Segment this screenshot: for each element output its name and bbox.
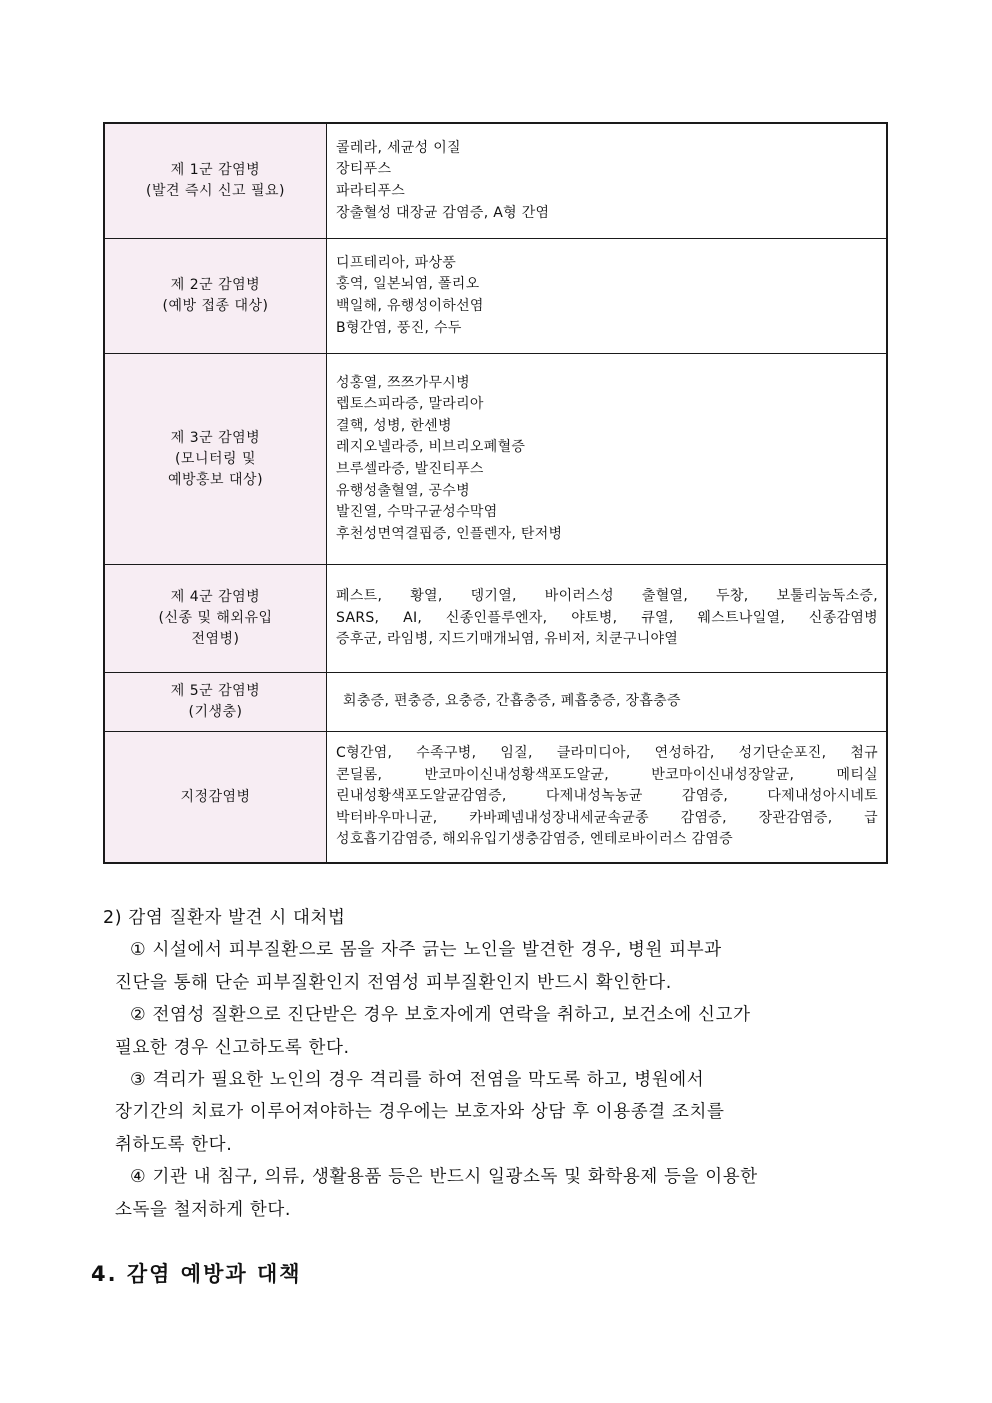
table-row xyxy=(105,354,886,565)
list-item: ④ 기관 내 침구, 의류, 생활용품 등은 반드시 일광소독 및 화학용제 등을 이용한 소독을 철저하게 한다. xyxy=(115,1167,758,1220)
category-cell: 제 1군 감염병 (발견 즉시 신고 필요) xyxy=(105,124,327,238)
category-cell: 제 5군 감염병 (기생충) xyxy=(105,673,327,731)
section-heading: 2) 감염 질환자 발견 시 대처법 xyxy=(103,908,346,928)
disease-cell: C형간염, 수족구병, 임질, 클라미디아, 연성하감, 성기단순포진, 첨규 콘딜롬, 반코마이신내성황색포도알균, 반코마이신내성장알균, 메티실 린내성황색포도알균감염증, 다제내성녹농균 감염증, 다제내성아시네토 박터바우마니균, 카바페넴내성장내세균속균종 감염증, 장관감염증, 급 성호흡기감염증, 해외유입기생충감염증, 엔테로바이러스 감염증 xyxy=(336,745,878,848)
table-row xyxy=(105,565,886,673)
category-cell: 제 4군 감염병 (신종 및 해외유입 전염병) xyxy=(105,565,327,672)
disease-cell: 회충증, 편충증, 요충증, 간흡충증, 폐흡충증, 장흡충증 xyxy=(343,693,681,710)
list-item: ③ 격리가 필요한 노인의 경우 격리를 하여 전염을 막도록 하고, 병원에서 장기간의 치료가 이루어져야하는 경우에는 보호자와 상담 후 이용종결 조치를 취하도록 한다. xyxy=(115,1070,725,1155)
table-row xyxy=(105,673,886,732)
category-cell: 제 3군 감염병 (모니터링 및 예방홍보 대상) xyxy=(105,354,327,564)
list-item: ② 전염성 질환으로 진단받은 경우 보호자에게 연락을 취하고, 보건소에 신고가 필요한 경우 신고하도록 한다. xyxy=(115,1005,751,1058)
table-row xyxy=(105,732,886,862)
disease-cell: 디프테리아, 파상풍 홍역, 일본뇌염, 폴리오 백일해, 유행성이하선염 B형간염, 풍진, 수두 xyxy=(336,254,484,336)
infectious-disease-table xyxy=(103,122,888,864)
disease-cell: 페스트, 황열, 뎅기열, 바이러스성 출혈열, 두창, 보툴리눔독소증, SARS, AI, 신종인플루엔자, 야토병, 큐열, 웨스트나일열, 신종감염병 증후군, 라임병, 지드기매개뇌염, 유비저, 치쿤구니야열 xyxy=(336,588,878,648)
response-procedure-section xyxy=(101,902,901,1226)
disease-cell: 성홍열, 쯔쯔가무시병 렙토스피라증, 말라리아 결핵, 성병, 한센병 레지오넬라증, 비브리오폐혈증 브루셀라증, 발진티푸스 유행성출혈열, 공수병 발진열, 수막구균성수막염 후천성면역결핍증, 인플렌자, 탄저병 xyxy=(336,374,563,542)
disease-cell: 콜레라, 세균성 이질 장티푸스 파라티푸스 장출혈성 대장균 감염증, A형 간염 xyxy=(336,139,550,221)
table-row xyxy=(105,239,886,354)
section-4-heading: 4. 감염 예방과 대책 xyxy=(91,1262,302,1286)
table-row xyxy=(105,124,886,239)
category-cell: 제 2군 감염병 (예방 접종 대상) xyxy=(105,239,327,353)
category-cell: 지정감염병 xyxy=(105,732,327,862)
list-item: ① 시설에서 피부질환으로 몸을 자주 긁는 노인을 발견한 경우, 병원 피부과 진단을 통해 단순 피부질환인지 전염성 피부질환인지 반드시 확인한다. xyxy=(115,940,722,993)
